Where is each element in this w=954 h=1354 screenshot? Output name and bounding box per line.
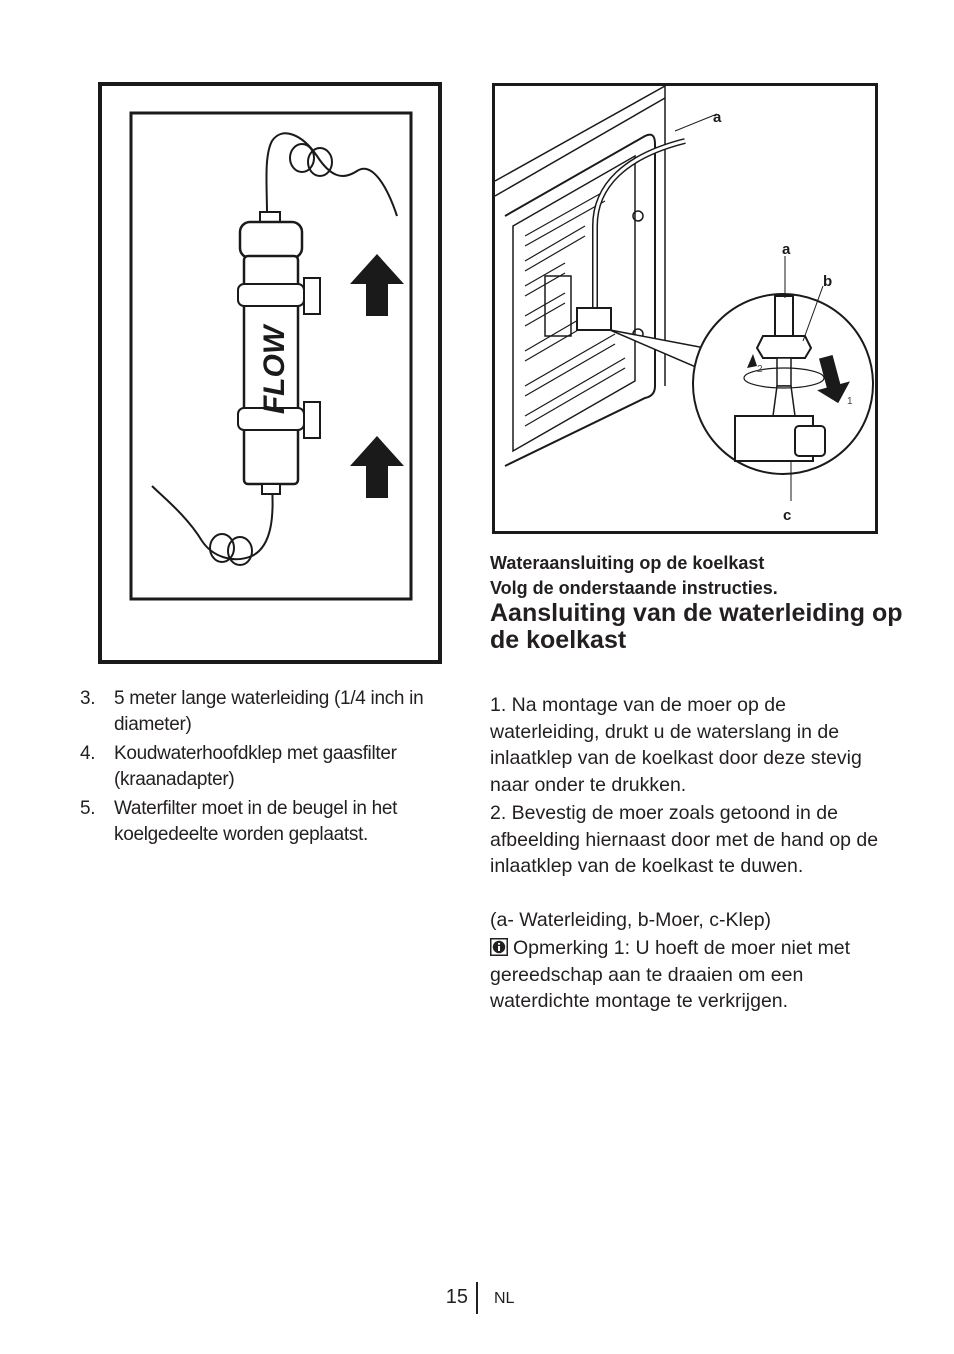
footer-divider [476,1282,478,1314]
instruction-step-1: 1. Na montage van de moer op de waterleiding, drukt u de waterslang in de inlaatklep van de koelkast door deze stevig naar onder te drukken. [490,694,862,796]
callout-b: b [823,273,833,290]
note-text: Opmerking 1: U hoeft de moer niet met gereedschap aan te draaien om een waterdichte montage te verkrijgen. [490,937,851,1012]
info-icon [490,938,508,956]
flow-label: FLOW [258,325,291,415]
callout-step-1: 1 [847,396,853,407]
callout-c: c [783,507,792,524]
page-number: 15 [445,1286,468,1308]
list-item [80,686,460,738]
callout-step-2: 2 [757,364,763,375]
instruction-step-2: 2. Bevestig de moer zoals getoond in de afbeelding hiernaast door met de hand op de inlaatklep van de koelkast te duwen. [490,802,879,877]
water-filter-figure [98,82,442,664]
component-list [80,686,460,851]
language-code: NL [494,1290,515,1307]
list-item-text: Koudwaterhoofdklep met gaasfilter (kraanadapter) [114,743,397,790]
list-item [80,796,460,848]
list-item-text: 5 meter lange waterleiding (1/4 inch in diameter) [114,688,424,735]
callout-a-top: a [713,109,722,126]
note-paragraph [490,935,880,1015]
list-item [80,741,460,793]
section-title: Aansluiting van de waterleiding op de koelkast [490,599,903,654]
subheading-follow-instructions: Volg de onderstaande instructies. [490,578,778,598]
list-item-number: 3. [80,688,96,709]
list-item-number: 4. [80,743,96,764]
parts-legend: (a- Waterleiding, b-Moer, c-Klep) [490,909,772,931]
list-item-text: Waterfilter moet in de beugel in het koelgedeelte worden geplaatst. [114,798,398,845]
water-connection-figure [492,83,878,534]
subheading-water-connection: Wateraansluiting op de koelkast [490,553,765,573]
list-item-number: 5. [80,798,96,819]
callout-a-detail: a [782,241,791,258]
